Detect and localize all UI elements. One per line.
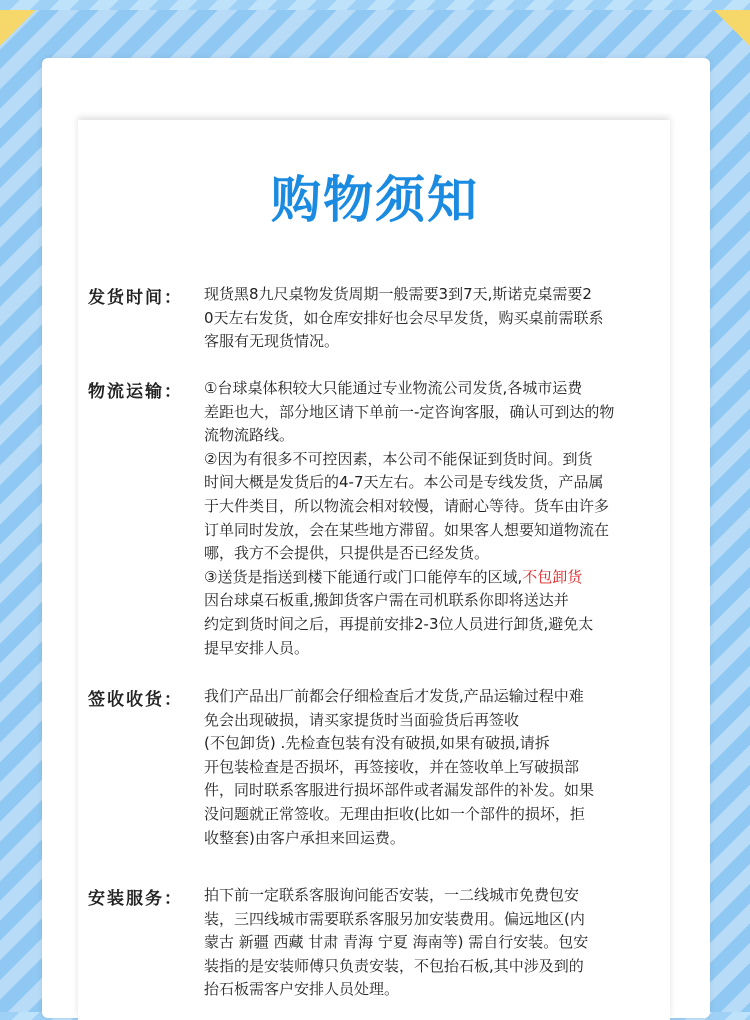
text-line: 0天左右发货，如仓库安排好也会尽早发货，购买桌前需联系 <box>204 308 604 327</box>
no-unloading-highlight: 不包卸货 <box>522 567 583 586</box>
text-line: 免会出现破损，请买家提货时当面验货后再签收 <box>204 710 520 729</box>
text-line: 装，三四线城市需要联系客服另加安装费用。偏远地区(内 <box>204 909 585 928</box>
section-label: 签收收货： <box>88 690 183 710</box>
text-line: 约定到货时间之后，再提前安排2-3位人员进行卸货,避免太 <box>204 614 594 633</box>
text-line: 拍下前一定联系客服询问能否安装，一二线城市免费包安 <box>204 886 580 904</box>
section-label: 物流运输： <box>88 382 183 402</box>
section-body <box>204 685 684 850</box>
text-line: ②因为有很多不可控因素，本公司不能保证到货时间。到货 <box>204 449 593 468</box>
text-line: 现货黑8九尺桌物发货周期一般需要3到7天,斯诺克桌需要2 <box>204 285 592 303</box>
text-line: 差距也大，部分地区请下单前一-定咨询客服，确认可到达的物 <box>204 402 615 421</box>
text-line: 没问题就正常签收。无理由拒收(比如一个部件的损坏，拒 <box>204 804 585 823</box>
text-line: 我们产品出厂前都会仔细检查后才发货,产品运输过程中难 <box>204 687 584 705</box>
page-title: 购物须知 <box>271 171 479 229</box>
text-line: 因台球桌石板重,搬卸货客户需在司机联系你即将送达并 <box>204 591 569 610</box>
text-line: 流物流路线。 <box>204 426 295 445</box>
section-body <box>204 283 684 354</box>
section-label: 发货时间： <box>88 288 183 308</box>
text-line: ①台球桌体积较大只能通过专业物流公司发货,各城市运费 <box>204 379 583 397</box>
text-line: 订单同时发放，会在某些地方滞留。如果客人想要知道物流在 <box>204 520 610 539</box>
text-line: 开包装检查是否损坏，再签接收，并在签收单上写破损部 <box>204 757 580 776</box>
text-line: 哪，我方不会提供，只提供是否已经发货。 <box>204 544 490 563</box>
text-line: 件，同时联系客服进行损坏部件或者漏发部件的补发。如果 <box>204 781 595 800</box>
text-fragment: ③送货是指送到楼下能通行或门口能停车的区域, <box>204 567 523 586</box>
text-line <box>204 566 684 590</box>
section-body <box>204 377 684 660</box>
text-line: 时间大概是发货后的4-7天左右。本公司是专线发货，产品属 <box>204 473 604 492</box>
text-line: (不包卸货) .先检查包装有没有破损,如果有破损,请拆 <box>204 734 550 753</box>
section-label: 安装服务： <box>88 889 183 909</box>
text-line: 装指的是安装师傅只负责安装，不包抬石板,其中涉及到的 <box>204 956 584 975</box>
text-line: 于大件类目，所以物流会相对较慢，请耐心等待。货车由许多 <box>204 496 610 515</box>
section-body <box>204 884 684 1002</box>
text-line: 收整套)由客户承担来回运费。 <box>204 828 405 847</box>
text-line: 抬石板需客户安排人员处理。 <box>204 980 400 999</box>
text-line: 蒙古 新疆 西藏 甘肃 青海 宁夏 海南等) 需自行安装。包安 <box>204 933 589 952</box>
text-line: 提早安排人员。 <box>204 638 310 657</box>
text-line: 客服有无现货情况。 <box>204 332 340 351</box>
